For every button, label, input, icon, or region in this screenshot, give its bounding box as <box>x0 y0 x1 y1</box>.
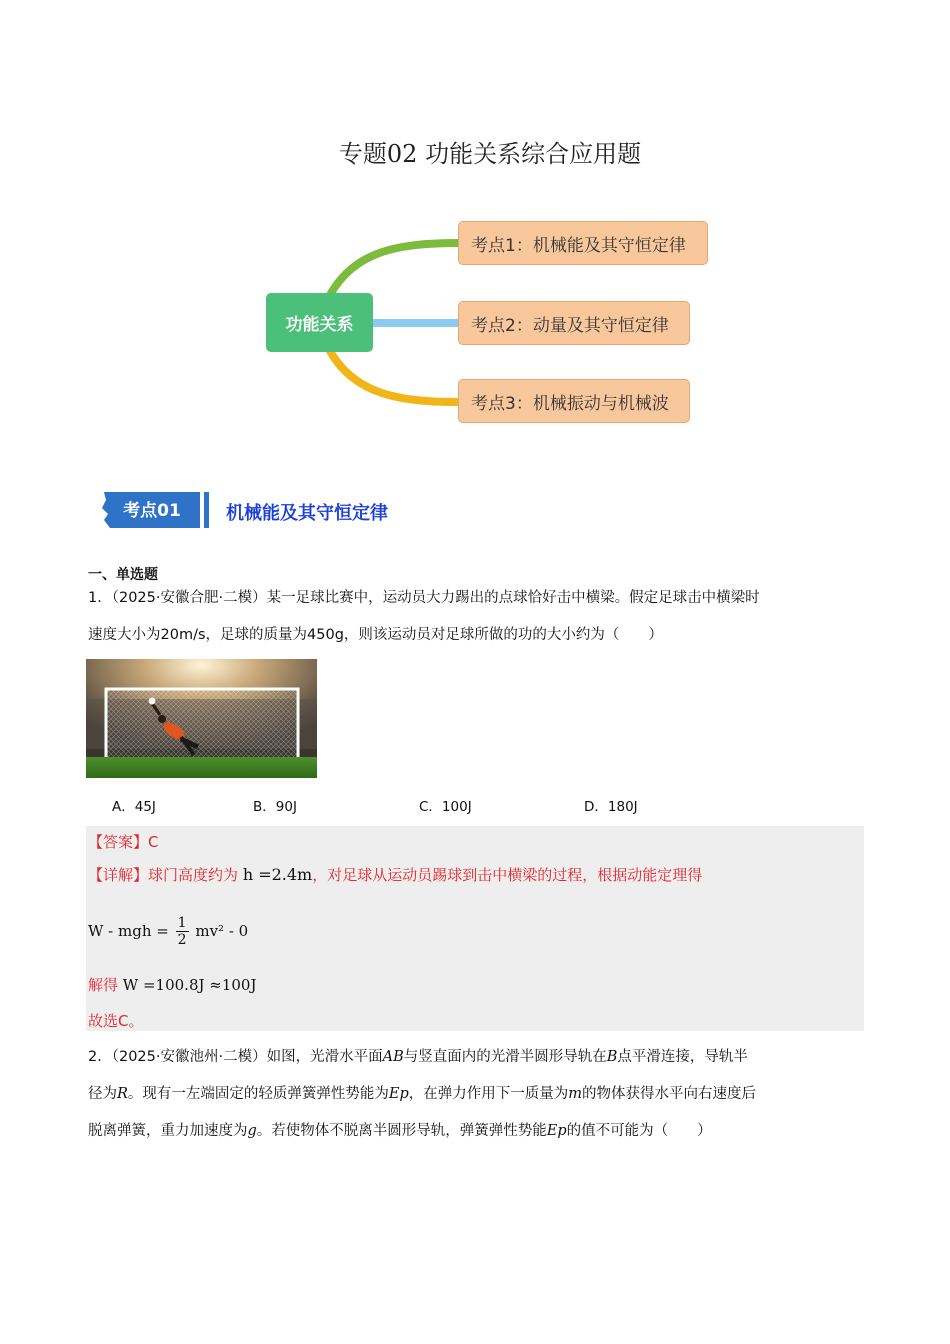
q1-option-a: A．45J <box>112 799 156 815</box>
detail-height-formula: h =2.4m <box>242 865 313 884</box>
q1-solve-line <box>88 974 257 995</box>
answer-label: 【答案】 <box>88 833 149 851</box>
fraction-denominator: 2 <box>177 932 187 948</box>
section-badge-text: 考点01 <box>123 501 181 521</box>
page-title: 专题02 功能关系综合应用题 <box>338 140 642 168</box>
q1-final-answer: 故选C。 <box>88 1012 144 1030</box>
q1-option-c: C．100J <box>419 799 472 815</box>
equation-left: W - mgh = <box>88 922 169 940</box>
q2-symbol-ep-2: Ep <box>546 1123 567 1139</box>
q2-text-2: 与竖直面内的光滑半圆形导轨在 <box>403 1049 607 1065</box>
q2-text-5: 。现有一左端固定的轻质弹簧弹性势能为 <box>127 1086 389 1102</box>
q2-text-8: 脱离弹簧，重力加速度为 <box>88 1123 248 1139</box>
q2-text-1: 2．（2025·安徽池州·二模）如图，光滑水平面 <box>88 1049 383 1065</box>
q1-stem-line-2: 速度大小为20m/s，足球的质量为450g，则该运动员对足球所做的功的大小约为（ ） <box>88 627 663 643</box>
fraction-numerator: 1 <box>177 915 187 931</box>
q1-stem-line-1: 1．（2025·安徽合肥·二模）某一足球比赛中，运动员大力踢出的点球恰好击中横梁。假定足球击中横梁时 <box>88 590 760 606</box>
q2-symbol-ep: Ep <box>388 1086 409 1102</box>
q2-text-4: 径为 <box>88 1086 117 1102</box>
q1-option-d: D．180J <box>584 799 638 815</box>
detail-text-2: ，对足球从运动员踢球到击中横梁的过程，根据动能定理得 <box>312 866 703 884</box>
mindmap-center-node: 功能关系 <box>266 293 373 352</box>
solve-label: 解得 <box>88 976 119 994</box>
q2-symbol-m: m <box>568 1086 583 1102</box>
q2-text-10: 的值不可能为（ ） <box>566 1123 712 1139</box>
branch-3 <box>330 351 460 402</box>
q2-text-7: 的物体获得水平向右速度后 <box>582 1086 757 1102</box>
mindmap-node-1: 考点1：机械能及其守恒定律 <box>458 221 708 265</box>
question-type-heading: 一、单选题 <box>88 567 158 583</box>
q2-text-3: 点平滑连接，导轨半 <box>617 1049 748 1065</box>
q2-symbol-g: g <box>247 1123 257 1139</box>
q1-detail-line <box>88 864 702 885</box>
mindmap-node-2: 考点2：动量及其守恒定律 <box>458 301 690 345</box>
q1-answer-line <box>88 831 159 852</box>
equation-fraction <box>176 915 189 948</box>
equation-right: mv² - 0 <box>195 922 249 940</box>
section-badge <box>100 490 216 530</box>
detail-text-1: 球门高度约为 <box>148 866 239 884</box>
solve-equation: W =100.8J ≈100J <box>122 976 257 994</box>
section-title: 机械能及其守恒定律 <box>226 503 388 524</box>
answer-value: C <box>148 833 159 851</box>
q1-option-b: B．90J <box>253 799 297 815</box>
q2-symbol-r: R <box>117 1086 128 1102</box>
q2-symbol-b: B <box>606 1049 618 1065</box>
branch-1 <box>330 243 460 295</box>
q2-stem-line-3 <box>88 1113 868 1150</box>
q2-stem-line-1 <box>88 1039 868 1076</box>
q2-text-6: ，在弹力作用下一质量为 <box>408 1086 569 1102</box>
q1-work-energy-equation <box>88 915 248 948</box>
mindmap-node-3: 考点3：机械振动与机械波 <box>458 379 690 423</box>
goalkeeper-photo <box>86 659 317 778</box>
detail-label: 【详解】 <box>88 866 149 884</box>
q2-symbol-ab: AB <box>382 1049 404 1065</box>
q2-stem-line-2 <box>88 1076 868 1113</box>
q2-text-9: 。若使物体不脱离半圆形导轨，弹簧弹性势能 <box>256 1123 547 1139</box>
